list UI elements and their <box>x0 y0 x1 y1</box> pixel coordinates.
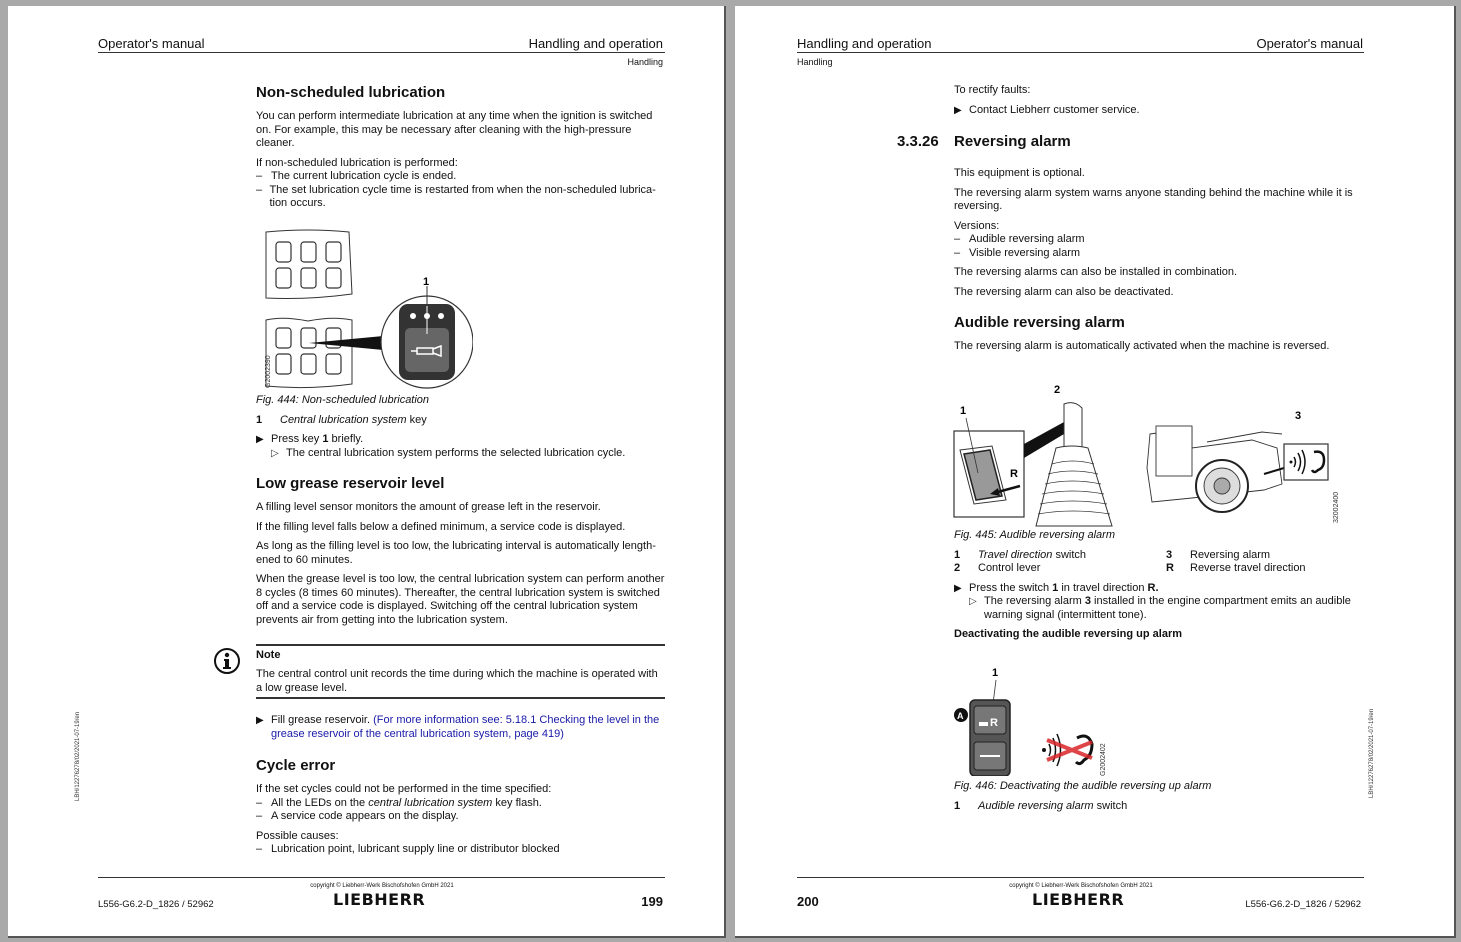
legend-item: 1 Travel direction switch <box>954 548 1087 561</box>
figure-444-illustration <box>253 228 473 390</box>
paragraph: The reversing alarm system warns anyone standing behind the machine while it is reversing. <box>954 186 1353 212</box>
muted-alarm-icon <box>1042 734 1092 766</box>
liebherr-logo: LIEBHERR <box>333 890 426 909</box>
content-column-3 <box>954 529 1364 642</box>
list-item: – The set lubrication cycle time is restarted from when the non-scheduled lubrica-tion occurs. <box>256 183 656 209</box>
triangle-bullet-icon: ▶ <box>954 582 962 594</box>
list-item: – Visible reversing alarm <box>954 246 1081 259</box>
side-code: LBH/12276278/02/2021-07-19/en <box>1369 708 1375 798</box>
figure-callout-2: 2 <box>1054 384 1061 396</box>
reversing-alarm-icon-box <box>1284 444 1328 480</box>
subsection-title: Deactivating the audible reversing up alarm <box>954 628 1183 640</box>
figure-callout-1: 1 <box>960 405 967 417</box>
content-column-2 <box>954 167 1364 354</box>
figure-code: 32002400 <box>1333 491 1340 523</box>
paragraph: To rectify faults: <box>954 84 1031 96</box>
figure-caption: Fig. 446: Deactivating the audible reversing up alarm <box>954 780 1212 792</box>
list-item: – All the LEDs on the central lubrication system key flash. <box>256 796 542 809</box>
document-code: L556-G6.2-D_1826 / 52962 <box>98 899 214 910</box>
figure-code: G2002390 <box>265 355 272 388</box>
subheader: Handling <box>627 57 663 67</box>
note-title: Note <box>256 649 281 661</box>
paragraph: A filling level sensor monitors the amount of grease left in the reservoir. <box>256 501 601 513</box>
section-title-low-grease: Low grease reservoir level <box>256 475 445 492</box>
document-code: L556-G6.2-D_1826 / 52962 <box>1245 899 1361 910</box>
figure-callout-1: 1 <box>992 667 999 679</box>
header-left: Handling and operation <box>797 36 932 51</box>
info-icon <box>213 647 241 675</box>
paragraph: Versions: <box>954 219 1000 232</box>
paragraph: The reversing alarm can also be deactivated. <box>954 285 1174 298</box>
list-item: – Audible reversing alarm <box>954 233 1085 245</box>
dash-bullet: – <box>256 843 263 855</box>
note-text: The central control unit records the time during which the machine is operated with a low grease level. <box>256 668 658 694</box>
figure-caption: Fig. 444: Non-scheduled lubrication <box>256 394 430 406</box>
figure-code: G2002402 <box>1100 743 1107 776</box>
wheel-loader <box>1147 426 1284 512</box>
figure-caption: Fig. 445: Audible reversing alarm <box>954 529 1116 541</box>
liebherr-logo: LIEBHERR <box>1032 890 1125 909</box>
dash-bullet: – <box>256 170 263 182</box>
figure-legend: 1 Central lubrication system key <box>256 413 427 426</box>
header-right: Operator's manual <box>1256 36 1363 51</box>
figure-legend <box>954 549 1364 576</box>
ear-icon <box>1076 736 1092 764</box>
paragraph: If the filling level falls below a defined minimum, a service code is displayed. <box>256 520 626 533</box>
section-number: 3.3.26 <box>897 133 939 150</box>
triangle-bullet-icon: ▶ <box>256 715 264 726</box>
dash-bullet: – <box>954 233 961 245</box>
paragraph: The reversing alarms can also be installed in combination. <box>954 266 1238 278</box>
paragraph: If non-scheduled lubrication is performed: <box>256 156 458 169</box>
content-column-3 <box>256 714 666 857</box>
content-column <box>954 84 1364 117</box>
side-code: LBH/12276278/02/2021-07-19/en <box>75 711 81 801</box>
paragraph: As long as the filling level is too low, the lubricating interval is automatically length-ened to 60 minutes. <box>256 540 656 566</box>
note-rule-bottom <box>256 697 665 699</box>
figure-446-illustration <box>952 662 1122 776</box>
header-left: Operator's manual <box>98 36 205 51</box>
triangle-bullet-icon: ▶ <box>256 434 264 445</box>
page-199 <box>8 6 726 938</box>
control-lever <box>1036 403 1112 526</box>
action-result: ▷ The central lubrication system performs the selected lubrication cycle. <box>271 446 626 459</box>
action-step: ▶ Press the switch 1 in travel direction R. <box>954 581 1159 594</box>
dash-bullet: – <box>954 246 961 259</box>
page-number: 200 <box>797 894 819 909</box>
figure-445-illustration <box>952 378 1342 528</box>
figure-legend: 1 Audible reversing alarm switch <box>954 799 1128 812</box>
section-title-nonscheduled: Non-scheduled lubrication <box>256 84 446 101</box>
legend-item: R Reverse travel direction <box>1166 562 1306 574</box>
copyright: copyright © Liebherr-Werk Bischofshofen GmbH 2021 <box>310 883 454 889</box>
paragraph: Possible causes: <box>256 829 339 842</box>
content-column-4 <box>954 780 1364 813</box>
svg-text:R: R <box>990 717 998 729</box>
paragraph: The reversing alarm is automatically activated when the machine is reversed. <box>954 340 1330 352</box>
svg-text:A: A <box>957 711 964 721</box>
header-rule <box>797 52 1364 53</box>
section-title-cycle-error: Cycle error <box>256 757 336 774</box>
footer-rule <box>98 877 665 878</box>
action-step: ▶ Fill grease reservoir. (For more information see: 5.18.1 Checking the level in the grease reservoir of the central lubrication system, page 419) <box>256 714 660 740</box>
page-200 <box>735 6 1456 938</box>
action-step: ▶ Contact Liebherr customer service. <box>954 103 1140 116</box>
keypad-top <box>266 230 352 299</box>
reversing-alarm-switch <box>970 700 1010 776</box>
hollow-triangle-icon: ▷ <box>271 447 279 459</box>
action-step: ▶ Press key 1 briefly. <box>256 433 364 445</box>
section-title: Reversing alarm <box>954 133 1071 150</box>
list-item: – Lubrication point, lubricant supply line or distributor blocked <box>256 843 560 855</box>
subheader: Handling <box>797 57 833 67</box>
paragraph: You can perform intermediate lubrication at any time when the ignition is switched on. For example, this may be necessary after cleaning with the high-pressure cleaner. <box>256 110 653 149</box>
figure-callout-r: R <box>1010 468 1018 480</box>
keypad-bottom <box>266 318 383 387</box>
paragraph: This equipment is optional. <box>954 167 1085 179</box>
lubrication-key-closeup <box>381 286 473 388</box>
list-item: – A service code appears on the display. <box>256 810 459 822</box>
header-right: Handling and operation <box>528 36 663 51</box>
legend-item: 2 Control lever <box>954 562 1041 574</box>
section-title-audible: Audible reversing alarm <box>954 314 1125 331</box>
content-column-2 <box>256 394 666 627</box>
paragraph: When the grease level is too low, the central lubrication system can perform another 8 cycles (8 times 60 minutes). Thereafter, the central lubrication system is switched off and a service code is displayed. Switching off the central lubrication system prevents air from getting into the lubrication system. <box>256 573 665 626</box>
copyright: copyright © Liebherr-Werk Bischofshofen GmbH 2021 <box>1009 883 1153 889</box>
list-item: – The current lubrication cycle is ended. <box>256 170 457 182</box>
action-result: ▷ The reversing alarm 3 installed in the engine compartment emits an audible warning signal (intermittent tone). <box>969 595 1351 621</box>
note-rule-top <box>256 644 665 646</box>
dash-bullet: – <box>256 810 263 822</box>
page-number: 199 <box>641 894 663 909</box>
figure-callout-3: 3 <box>1295 410 1302 422</box>
cross-reference-link[interactable]: (For more information see: 5.18.1 Checking the level in the grease reservoir of the central lubrication system, page 419) <box>271 714 660 740</box>
figure-callout: 1 <box>423 276 430 288</box>
content-column <box>256 84 666 211</box>
triangle-bullet-icon: ▶ <box>954 104 962 116</box>
footer-rule <box>797 877 1364 878</box>
dash-bullet: – <box>256 796 263 809</box>
paragraph: If the set cycles could not be performed in the time specified: <box>256 783 552 795</box>
hollow-triangle-icon: ▷ <box>969 596 977 607</box>
dash-bullet: – <box>256 183 263 196</box>
header-rule <box>98 52 665 53</box>
legend-item: 3 Reversing alarm <box>1166 548 1271 561</box>
